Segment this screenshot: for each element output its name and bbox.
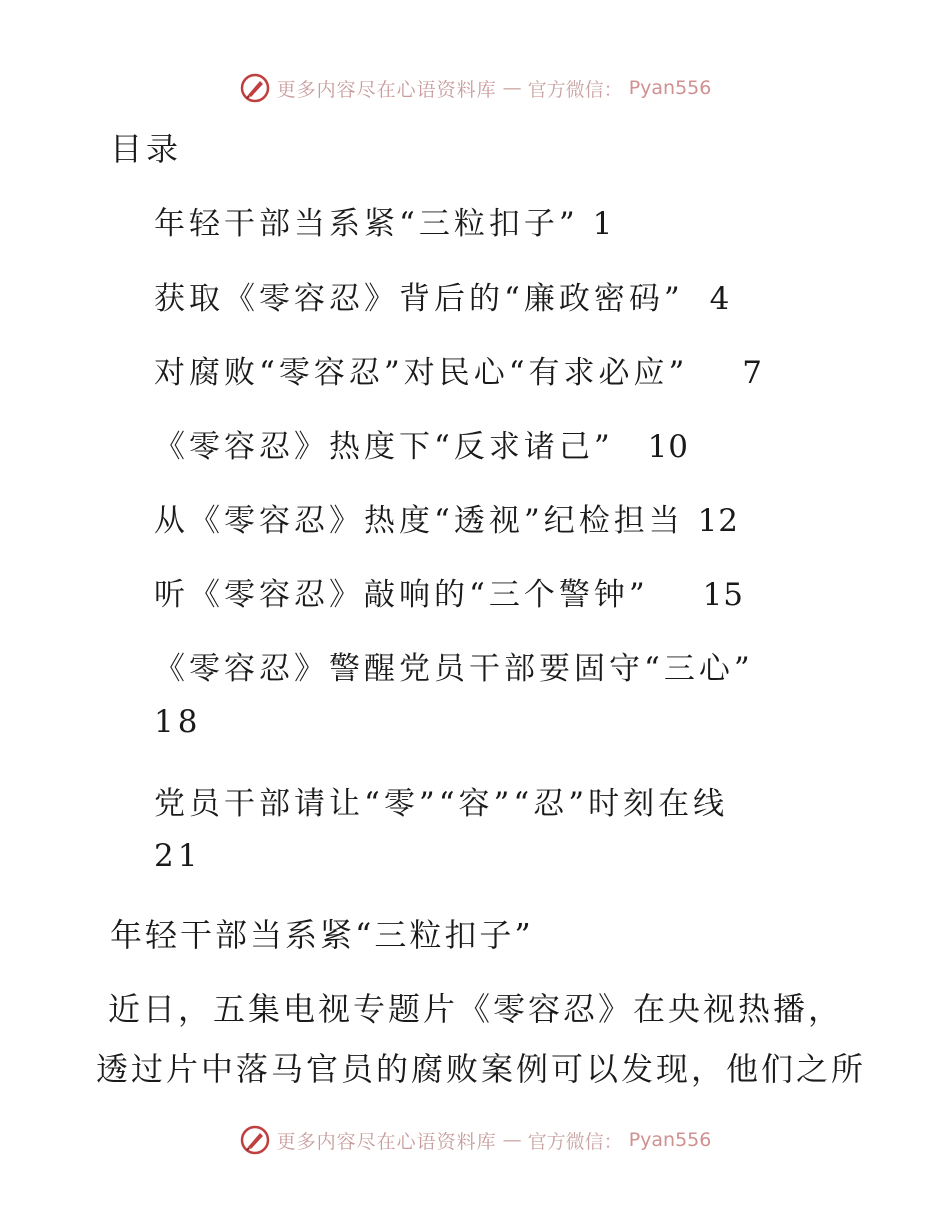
toc-entry[interactable] [154,495,739,540]
toc-entry-page-wrapped: 21 [154,838,202,874]
watermark-separator: — [502,1129,522,1151]
watermark-wechat-label: 官方微信： [527,1130,623,1153]
toc-entry-title: 《零容忍》热度下“反求诸己” [154,429,614,465]
toc-entry[interactable] [154,569,744,614]
watermark-wechat-label: 官方微信： [527,78,623,101]
watermark-separator: — [502,77,522,99]
fountain-pen-logo-icon [239,1124,271,1156]
article-body-line: 近日，五集电视专题片《零容忍》在央视热播， [108,990,844,1028]
toc-entry-page: 1 [592,206,614,242]
toc-entry-title: 《零容忍》警醒党员干部要固守“三心” [154,651,754,687]
toc-entry-title: 听《零容忍》敲响的“三个警钟” [154,577,649,613]
toc-entry-page: 15 [702,577,745,613]
article-title: 年轻干部当系紧“三粒扣子” [110,916,534,954]
toc-entry[interactable] [154,778,728,823]
toc-entry[interactable] [154,421,689,466]
watermark-main-text: 更多内容尽在心语资料库 [276,78,497,101]
toc-entry-title: 从《零容忍》热度“透视”纪检担当 [154,503,684,539]
footer-watermark [0,1124,950,1156]
toc-entry-title: 党员干部请让“零”“容”“忍”时刻在线 [154,786,729,822]
fountain-pen-logo-icon [239,72,271,104]
toc-entry-page: 12 [697,503,740,539]
toc-entry[interactable] [154,198,613,243]
article-body-line: 透过片中落马官员的腐败案例可以发现，他们之所 [96,1050,867,1088]
toc-entry-page: 10 [647,429,690,465]
toc-entry-page-wrapped: 18 [154,704,202,740]
watermark-wechat-id: Pyan556 [628,1129,712,1151]
toc-entry-page: 7 [742,355,763,391]
toc-entry[interactable] [154,273,730,318]
toc-title: 目录 [110,130,183,168]
toc-entry[interactable] [154,347,763,392]
toc-entry-page: 4 [709,281,731,317]
toc-entry-title: 年轻干部当系紧“三粒扣子” [154,206,579,242]
header-watermark [0,72,950,104]
watermark-wechat-id: Pyan556 [628,77,712,99]
watermark-main-text: 更多内容尽在心语资料库 [276,1130,497,1153]
toc-entry[interactable] [154,643,754,688]
toc-entry-title: 获取《零容忍》背后的“廉政密码” [154,281,684,317]
toc-entry-title: 对腐败“零容忍”对民心“有求必应” [154,355,689,391]
